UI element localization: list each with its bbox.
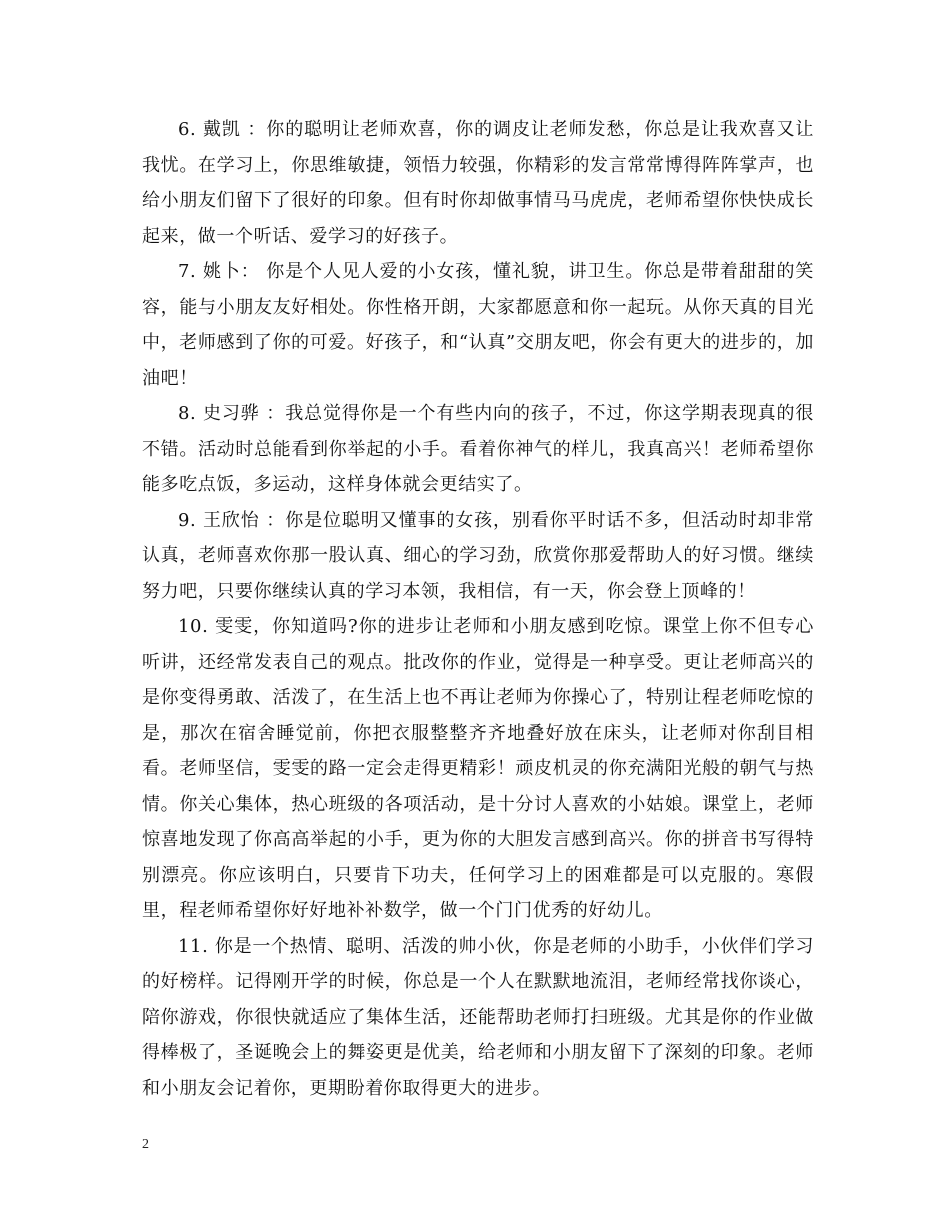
comment-paragraph-6: 6. 戴凯 ：你的聪明让老师欢喜，你的调皮让老师发愁，你总是让我欢喜又让我忧。在学习上，你思维敏捷，领悟力较强，你精彩的发言常常博得阵阵掌声，也给小朋友们留下了很好的印象。但有时你却做事情马马虎虎，老师希望你快快成长起来，做一个听话、爱学习的好孩子。 bbox=[142, 119, 814, 247]
comment-paragraph-11: 11. 你是一个热情、聪明、活泼的帅小伙，你是老师的小助手，小伙伴们学习的好榜样。记得刚开学的时候，你总是一个人在默默地流泪，老师经常找你谈心，陪你游戏，你很快就适应了集体生活，还能帮助老师打扫班级。尤其是你的作业做得棒极了，圣诞晚会上的舞姿更是优美，给老师和小朋友留下了深刻的印象。老师和小朋友会记着你，更期盼着你取得更大的进步。 bbox=[142, 935, 814, 1099]
document-body bbox=[142, 112, 814, 1106]
comment-paragraph-9: 9. 王欣怡 ：你是位聪明又懂事的女孩，别看你平时话不多，但活动时却非常认真，老师喜欢你那一股认真、细心的学习劲，欣赏你那爱帮助人的好习惯。继续努力吧，只要你继续认真的学习本领，我相信，有一天，你会登上顶峰的！ bbox=[142, 509, 814, 602]
comment-paragraph-7: 7. 姚卜： 你是个人见人爱的小女孩，懂礼貌，讲卫生。你总是带着甜甜的笑容，能与小朋友友好相处。你性格开朗，大家都愿意和你一起玩。从你天真的目光中，老师感到了你的可爱。好孩子，和“认真”交朋友吧，你会有更大的进步的，加油吧！ bbox=[142, 261, 814, 389]
comment-paragraph-8: 8. 史习骅 ：我总觉得你是一个有些内向的孩子，不过，你这学期表现真的很不错。活动时总能看到你举起的小手。看着你神气的样儿，我真高兴！老师希望你能多吃点饭，多运动，这样身体就会更结实了。 bbox=[142, 403, 814, 495]
comment-paragraph-10: 10. 雯雯，你知道吗?你的进步让老师和小朋友感到吃惊。课堂上你不但专心听讲，还经常发表自己的观点。批改你的作业，觉得是一种享受。更让老师高兴的是你变得勇敢、活泼了，在生活上也不再让老师为你操心了，特别让程老师吃惊的是，那次在宿舍睡觉前，你把衣服整整齐齐地叠好放在床头，让老师对你刮目相看。老师坚信，雯雯的路一定会走得更精彩！顽皮机灵的你充满阳光般的朝气与热情。你关心集体，热心班级的各项活动，是十分讨人喜欢的小姑娘。课堂上，老师惊喜地发现了你高高举起的小手，更为你的大胆发言感到高兴。你的拼音书写得特别漂亮。你应该明白，只要肯下功夫，任何学习上的困难都是可以克服的。寒假里，程老师希望你好好地补补数学，做一个门门优秀的好幼儿。 bbox=[142, 616, 814, 921]
page-number: 2 bbox=[142, 1137, 149, 1152]
